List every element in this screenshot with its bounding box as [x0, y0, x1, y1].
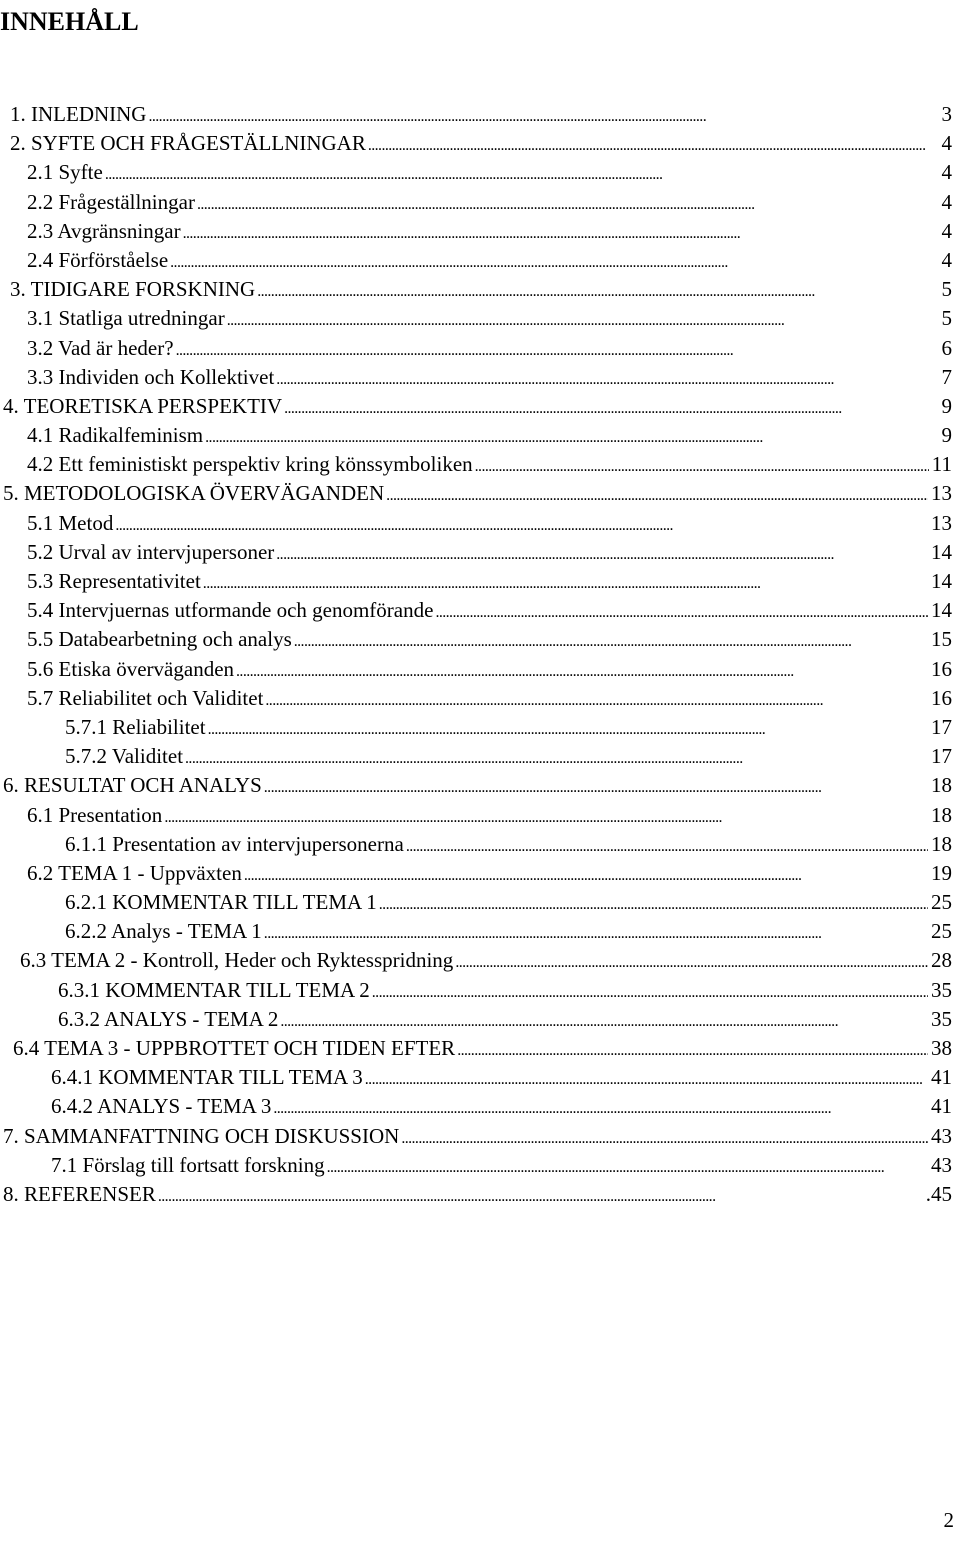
toc-entry[interactable] [0, 917, 952, 946]
toc-entry-label: 4.2 Ett feministiskt perspektiv kring könssymboliken [27, 452, 473, 477]
dot-leader [401, 1122, 928, 1153]
dot-leader [105, 158, 939, 189]
dot-leader [386, 479, 928, 510]
toc-entry-page: 18 [931, 831, 952, 856]
toc-entry[interactable] [0, 479, 952, 508]
toc-entry-label: 6.4 TEMA 3 - UPPBROTTET OCH TIDEN EFTER [13, 1036, 456, 1060]
dot-leader [475, 450, 929, 481]
toc-entry-page: 3 [941, 102, 952, 126]
toc-entry-label: 7. SAMMANFATTNING OCH DISKUSSION [3, 1123, 400, 1148]
toc-entry-page: 4 [941, 131, 952, 156]
toc-entry-label: 5.1 Metod [27, 510, 114, 535]
dot-leader [406, 830, 928, 861]
dot-leader [455, 946, 928, 977]
toc-entry-label: 5. METODOLOGISKA ÖVERVÄGANDEN [3, 481, 385, 506]
toc-entry-page: 6 [941, 335, 952, 360]
page-title: INNEHÅLL [0, 7, 139, 36]
toc-entry[interactable] [0, 684, 952, 713]
toc-entry[interactable] [0, 625, 952, 654]
toc-entry-page: 28 [931, 948, 952, 973]
toc-entry-label: 6.3.1 KOMMENTAR TILL TEMA 2 [58, 977, 370, 1002]
toc-entry-label: 5.5 Databearbetning och analys [27, 627, 292, 652]
toc-entry[interactable] [0, 1063, 952, 1092]
toc-entry-page: 11 [931, 452, 952, 477]
dot-leader [257, 275, 938, 306]
dot-leader [368, 129, 939, 160]
toc-entry[interactable] [0, 830, 952, 859]
dot-leader [379, 888, 928, 919]
toc-entry-label: 2.4 Förförståelse [27, 247, 169, 272]
toc-entry-label: 5.3 Representativitet [27, 569, 201, 593]
toc-entry-page: 16 [931, 685, 952, 710]
dot-leader [273, 1092, 928, 1123]
dot-leader [203, 567, 928, 598]
toc-entry[interactable] [0, 246, 952, 275]
dot-leader [208, 713, 928, 744]
toc-entry-page: 18 [931, 773, 952, 798]
toc-entry-page: 4 [941, 247, 952, 272]
toc-entry[interactable] [0, 304, 952, 333]
toc-entry-label: 6.1 Presentation [27, 802, 163, 827]
dot-leader [365, 1063, 928, 1094]
toc-entry-label: 5.7.1 Reliabilitet [65, 714, 206, 739]
toc-entry[interactable] [0, 888, 952, 917]
toc-entry-label: 6.2.2 Analys - TEMA 1 [65, 919, 262, 944]
toc-entry[interactable] [0, 363, 952, 392]
toc-entry-page: 43 [931, 1123, 952, 1148]
toc-entry[interactable] [0, 1005, 952, 1034]
toc-entry-page: 5 [941, 277, 952, 302]
dot-leader [197, 188, 939, 219]
toc-entry-label: 2.3 Avgränsningar [27, 218, 181, 243]
toc-entry-label: 2.2 Frågeställningar [27, 189, 195, 214]
toc-entry-label: 3.2 Vad är heder? [27, 335, 174, 360]
toc-entry-page: 4 [941, 218, 952, 243]
toc-entry-page: 9 [941, 423, 952, 448]
toc-entry-page: 7 [941, 364, 952, 389]
toc-entry-page: 19 [931, 860, 952, 885]
toc-entry[interactable] [0, 1151, 952, 1180]
toc-entry-label: 5.2 Urval av intervjupersoner [27, 539, 275, 564]
toc-entry-label: 3.1 Statliga utredningar [27, 306, 225, 331]
toc-entry[interactable] [0, 567, 952, 596]
toc-entry-label: 3.3 Individen och Kollektivet [27, 364, 275, 389]
dot-leader [185, 742, 928, 773]
toc-entry[interactable] [0, 1122, 952, 1151]
toc-entry-label: 6.1.1 Presentation av intervjupersonerna [65, 831, 404, 856]
toc-entry[interactable] [0, 392, 952, 421]
toc-entry-label: 3. TIDIGARE FORSKNING [10, 277, 256, 302]
toc-entry-label: 2. SYFTE OCH FRÅGESTÄLLNINGAR [10, 131, 366, 156]
toc-entry-page: 41 [931, 1065, 952, 1090]
toc-entry-label: 4. TEORETISKA PERSPEKTIV [3, 393, 283, 418]
dot-leader [457, 1034, 928, 1065]
toc-entry-label: 6.3.2 ANALYS - TEMA 2 [58, 1006, 279, 1031]
toc-entry-page: 17 [931, 744, 952, 769]
toc-entry-label: 6.3 TEMA 2 - Kontroll, Heder och Ryktesspridning [20, 948, 454, 973]
toc-entry-label: 5.4 Intervjuernas utformande och genomförande [27, 598, 434, 623]
dot-leader [205, 421, 938, 452]
toc-entry[interactable] [0, 334, 952, 363]
toc-entry-page: 4 [941, 160, 952, 185]
toc-entry[interactable] [0, 976, 952, 1005]
toc-entry-page: 43 [931, 1152, 952, 1177]
dot-leader [164, 801, 928, 832]
toc-entry-label: 6.2 TEMA 1 - Uppväxten [27, 860, 242, 885]
dot-leader [227, 304, 939, 335]
toc-entry-label: 6.4.1 KOMMENTAR TILL TEMA 3 [51, 1065, 363, 1090]
toc-entry-label: 5.7.2 Validitet [65, 744, 184, 769]
dot-leader [372, 976, 928, 1007]
toc-entry[interactable] [0, 596, 952, 625]
toc-entry[interactable] [0, 742, 952, 771]
toc-entry-page: 35 [931, 977, 952, 1002]
toc-entry-page: 5 [941, 306, 952, 331]
dot-leader [276, 538, 928, 569]
toc-entry[interactable] [0, 158, 952, 187]
toc-entry-page: 25 [931, 919, 952, 944]
table-of-contents [0, 100, 952, 1209]
toc-entry-page: 16 [931, 656, 952, 681]
toc-entry[interactable] [0, 946, 952, 975]
toc-entry[interactable] [0, 801, 952, 830]
toc-entry-page: 9 [941, 393, 952, 418]
dot-leader [265, 684, 928, 715]
toc-entry[interactable] [0, 859, 952, 888]
toc-entry-label: 7.1 Förslag till fortsatt forskning [51, 1152, 325, 1177]
toc-entry-label: 5.7 Reliabilitet och Validitet [27, 685, 264, 710]
toc-entry-page: 35 [931, 1006, 952, 1031]
toc-entry-page: 17 [931, 714, 952, 739]
toc-entry-label: 5.6 Etiska överväganden [27, 656, 235, 681]
toc-entry-page: 41 [931, 1094, 952, 1119]
dot-leader [176, 334, 939, 365]
dot-leader [284, 392, 938, 423]
toc-entry[interactable] [0, 188, 952, 217]
toc-entry[interactable] [0, 655, 952, 684]
dot-leader [236, 655, 928, 686]
toc-entry[interactable] [0, 538, 952, 567]
toc-entry-label: 8. REFERENSER [3, 1181, 156, 1206]
page-number: 2 [943, 1508, 954, 1532]
toc-entry-page: 25 [931, 890, 952, 915]
toc-entry-page: 13 [931, 481, 952, 506]
toc-entry[interactable] [0, 450, 952, 479]
toc-entry-page: .45 [925, 1181, 952, 1206]
toc-entry-page: 14 [931, 539, 952, 564]
toc-entry[interactable] [0, 509, 952, 538]
toc-entry[interactable] [0, 129, 952, 158]
toc-entry-label: 1. INLEDNING [10, 102, 147, 126]
dot-leader [435, 596, 928, 627]
dot-leader [276, 363, 938, 394]
toc-entry[interactable] [0, 217, 952, 246]
toc-entry-label: 4.1 Radikalfeminism [27, 423, 204, 448]
dot-leader [280, 1005, 928, 1036]
toc-entry[interactable] [0, 100, 952, 129]
toc-entry-page: 14 [931, 569, 952, 593]
toc-entry[interactable] [0, 713, 952, 742]
dot-leader [115, 509, 928, 540]
dot-leader [158, 1180, 923, 1211]
toc-entry-page: 38 [931, 1036, 952, 1060]
dot-leader [183, 217, 939, 248]
toc-entry-page: 4 [941, 189, 952, 214]
toc-entry[interactable] [0, 1180, 952, 1209]
dot-leader [244, 859, 928, 890]
dot-leader [170, 246, 938, 277]
toc-entry-page: 18 [931, 802, 952, 827]
toc-entry[interactable] [0, 421, 952, 450]
toc-entry-page: 14 [931, 598, 952, 623]
toc-entry-label: 2.1 Syfte [27, 160, 103, 185]
toc-entry-page: 13 [931, 510, 952, 535]
dot-leader [327, 1151, 928, 1182]
dot-leader [148, 100, 938, 131]
dot-leader [264, 771, 928, 802]
toc-entry[interactable] [0, 275, 952, 304]
toc-entry-label: 6.2.1 KOMMENTAR TILL TEMA 1 [65, 890, 377, 915]
toc-entry-page: 15 [931, 627, 952, 652]
toc-entry-label: 6.4.2 ANALYS - TEMA 3 [51, 1094, 272, 1119]
toc-entry[interactable] [0, 1092, 952, 1121]
toc-entry-label: 6. RESULTAT OCH ANALYS [3, 773, 262, 798]
toc-entry[interactable] [0, 1034, 952, 1063]
dot-leader [264, 917, 928, 948]
toc-entry[interactable] [0, 771, 952, 800]
dot-leader [294, 625, 928, 656]
